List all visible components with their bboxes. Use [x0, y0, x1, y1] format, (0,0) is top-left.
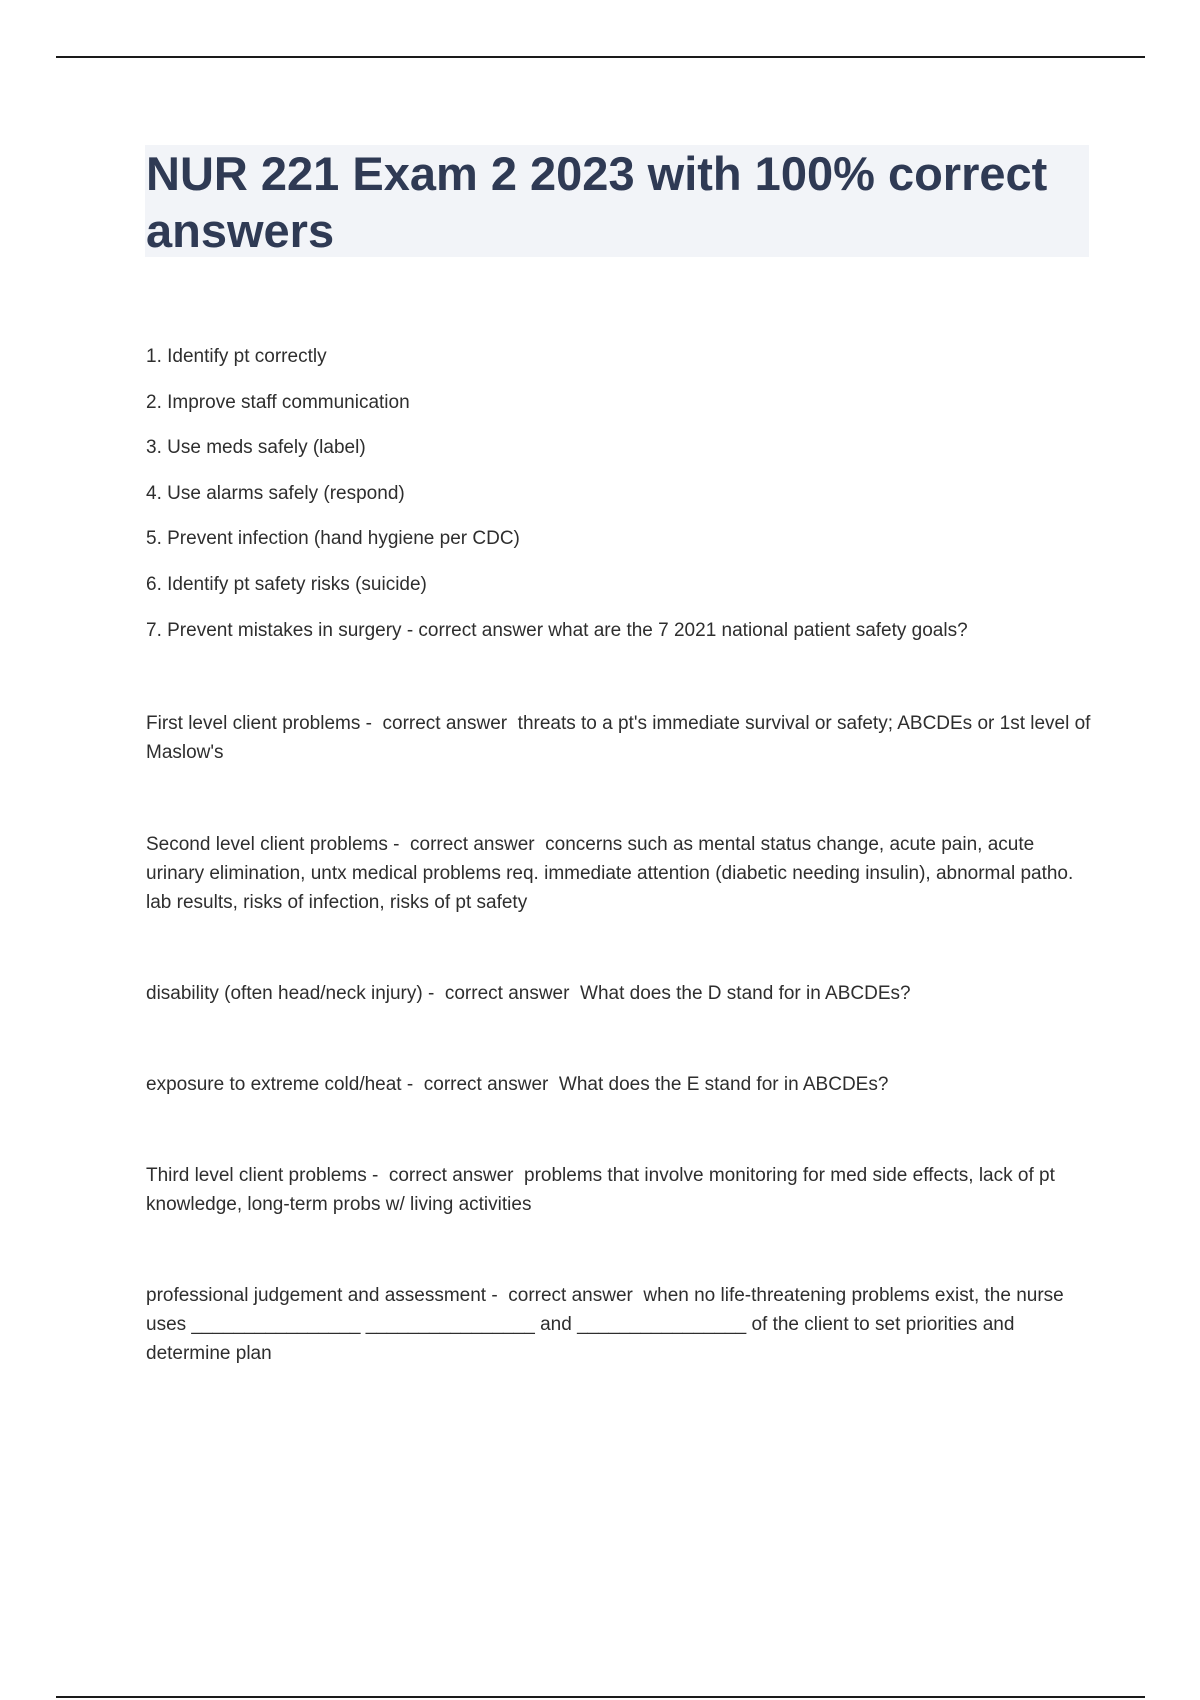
list-item: 4. Use alarms safely (respond) [146, 482, 405, 504]
qa-item: Third level client problems - correct answer problems that involve monitoring for med side effects, lack of pt knowledge, long-term probs w/ living activities [146, 1165, 1061, 1215]
list-item: 1. Identify pt correctly [146, 346, 327, 367]
list-item: 7. Prevent mistakes in surgery - correct answer what are the 7 2021 national patient safety goals? [146, 619, 968, 641]
qa-item: professional judgement and assessment - correct answer when no life-threatening problems exist, the nurse uses ________________ ________________ and ________________ of the client to set priorities and determine plan [146, 1285, 1070, 1364]
qa-item: Second level client problems - correct answer concerns such as mental status change, acute pain, acute urinary elimination, untx medical problems req. immediate attention (diabetic needing insulin), abnormal patho. lab results, risks of infection, risks of pt safety [146, 834, 1079, 913]
qa-item: First level client problems - correct answer threats to a pt's immediate survival or safety; ABCDEs or 1st level of Maslow's [146, 713, 1096, 763]
top-rule [56, 56, 1145, 58]
qa-item: exposure to extreme cold/heat - correct answer What does the E stand for in ABCDEs? [146, 1074, 889, 1095]
safety-goals-list [146, 346, 1096, 665]
list-item: 2. Improve staff communication [146, 391, 410, 413]
list-item: 3. Use meds safely (label) [146, 437, 366, 459]
bottom-rule [56, 1696, 1145, 1698]
list-item: 6. Identify pt safety risks (suicide) [146, 573, 427, 595]
page-title: NUR 221 Exam 2 2023 with 100% correct answers [146, 147, 1048, 257]
qa-item: disability (often head/neck injury) - correct answer What does the D stand for in ABCDEs? [146, 983, 911, 1004]
list-item: 5. Prevent infection (hand hygiene per CDC) [146, 528, 520, 550]
